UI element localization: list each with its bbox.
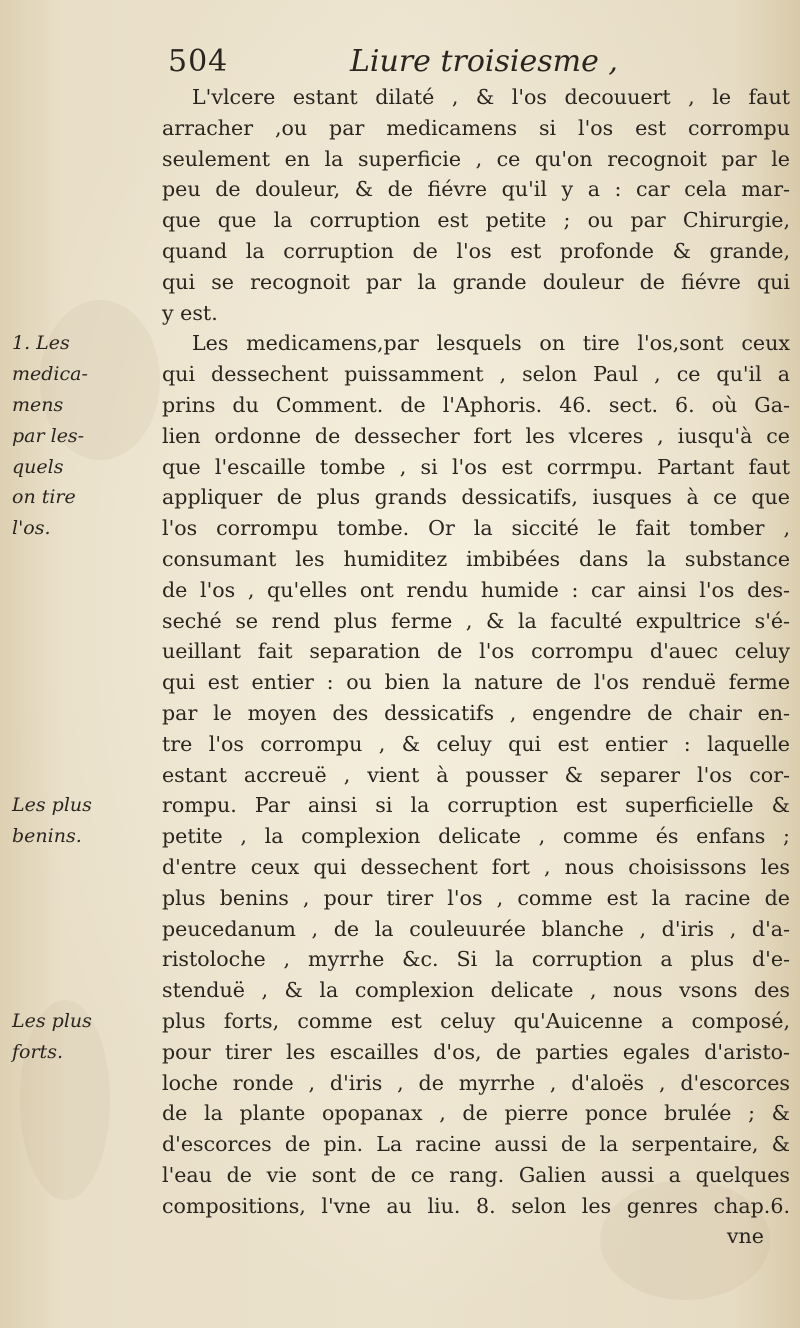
text-line: par le moyen des dessicatifs , engendre de chair en-: [162, 700, 790, 725]
text-line: prins du Comment. de l'Aphoris. 46. sect. 6. où Ga-: [162, 392, 790, 417]
text-line: appliquer de plus grands dessicatifs, iusques à ce que: [162, 485, 790, 510]
margin-note-line: 1. Les: [12, 332, 70, 355]
text-line: estant accreuë , vient à pousser & separer l'os cor-: [162, 762, 790, 787]
text-line: seché se rend plus ferme , & la faculté expultrice s'é-: [162, 608, 790, 633]
text-line: qui se recognoit par la grande douleur de fiévre qui: [162, 269, 790, 294]
text-line: qui dessechent puissamment , selon Paul , ce qu'il a: [162, 362, 790, 387]
text-line: plus benins , pour tirer l'os , comme est la racine de: [162, 885, 790, 910]
text-line: y est.: [162, 300, 218, 325]
text-line: de la plante opopanax , de pierre ponce brulée ; &: [162, 1101, 790, 1126]
margin-note-line: quels: [12, 455, 64, 478]
text-line: que l'escaille tombe , si l'os est corrmpu. Partant faut: [162, 454, 790, 479]
text-line: seulement en la superficie , ce qu'on recognoit par le: [162, 146, 790, 171]
text-line: loche ronde , d'iris , de myrrhe , d'aloës , d'escorces: [162, 1070, 790, 1095]
text-line: plus forts, comme est celuy qu'Auicenne a composé,: [162, 1008, 790, 1033]
text-line: que que la corruption est petite ; ou par Chirurgie,: [162, 208, 790, 233]
margin-note: [12, 1006, 160, 1068]
text-line: arracher ,ou par medicamens si l'os est corrompu: [162, 115, 790, 140]
margin-note-line: benins.: [12, 825, 82, 848]
text-line: Les medicamens,par lesquels on tire l'os,sont ceux: [192, 331, 790, 356]
text-line: peucedanum , de la couleuurée blanche , d'iris , d'a-: [162, 916, 790, 941]
margin-note: [12, 790, 160, 852]
margin-note-line: Les plus: [12, 794, 92, 817]
text-line: pour tirer les escailles d'os, de parties egales d'aristo-: [162, 1039, 790, 1064]
text-line: l'os corrompu tombe. Or la siccité le fait tomber ,: [162, 516, 790, 541]
text-line: petite , la complexion delicate , comme és enfans ;: [162, 824, 790, 849]
body-text: [162, 82, 790, 1252]
page-header: [168, 44, 618, 84]
text-line: stenduë , & la complexion delicate , nous vsons des: [162, 978, 790, 1003]
text-line: peu de douleur, & de fiévre qu'il y a : car cela mar-: [162, 177, 790, 202]
running-title: Liure troisiesme ,: [350, 44, 618, 79]
catchword: vne: [726, 1224, 764, 1249]
text-line: L'vlcere estant dilaté , & l'os decouuert , le faut: [192, 85, 790, 109]
margin-note-line: on tire: [12, 486, 76, 509]
margin-note-line: par les-: [12, 424, 85, 447]
text-line: compositions, l'vne au liu. 8. selon les genres chap.6.: [162, 1193, 790, 1218]
margin-note: [12, 328, 160, 544]
margin-note-line: medica-: [12, 363, 88, 386]
text-line: l'eau de vie sont de ce rang. Galien aussi a quelques: [162, 1162, 790, 1187]
text-line: quand la corruption de l'os est profonde & grande,: [162, 238, 790, 263]
text-line: d'entre ceux qui dessechent fort , nous choisissons les: [162, 854, 790, 879]
text-line: rompu. Par ainsi si la corruption est superficielle &: [162, 793, 790, 818]
margin-note-line: mens: [12, 393, 64, 416]
text-line: ristoloche , myrrhe &c. Si la corruption a plus d'e-: [162, 947, 790, 972]
text-line: tre l'os corrompu , & celuy qui est entier : laquelle: [162, 731, 790, 756]
text-line: de l'os , qu'elles ont rendu humide : car ainsi l'os des-: [162, 577, 790, 602]
text-line: consumant les humiditez imbibées dans la substance: [162, 546, 790, 571]
margin-note-line: Les plus: [12, 1010, 92, 1032]
margin-note-line: forts.: [12, 1040, 63, 1063]
text-line: d'escorces de pin. La racine aussi de la serpentaire, &: [162, 1132, 790, 1157]
text-line: ueillant fait separation de l'os corrompu d'auec celuy: [162, 639, 790, 664]
text-line: qui est entier : ou bien la nature de l'os renduë ferme: [162, 670, 790, 695]
margin-note-line: l'os.: [12, 517, 51, 540]
text-line: lien ordonne de dessecher fort les vlceres , iusqu'à ce: [162, 423, 790, 448]
page-number: 504: [168, 44, 229, 79]
